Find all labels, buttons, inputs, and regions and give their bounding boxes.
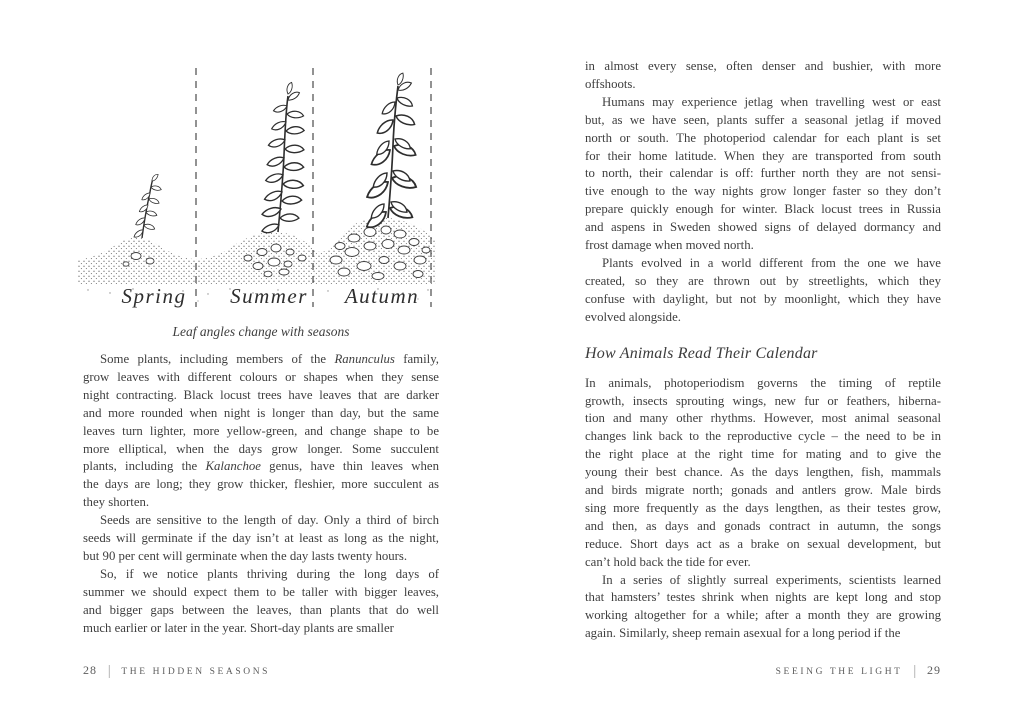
- text-line: north or south. The photoperiod calendar for each plant is set: [585, 130, 941, 145]
- right-text-after-heading: [585, 375, 941, 644]
- text-line: plants, including the Kalanchoe genus, have thin leaves when: [83, 459, 439, 474]
- text-line: frost damage when moved north.: [585, 238, 754, 253]
- text-line: and birds migrate north; gonads and antlers grow. Male birds: [585, 483, 941, 498]
- text-line: the days are long; they grow thicker, fleshier, more succulent as: [83, 477, 439, 492]
- paragraph: [585, 375, 941, 572]
- text-line: confuse with daylight, but not by moonlight, which they have: [585, 291, 941, 306]
- text-line: for their home latitude. When they are transported from south: [585, 148, 941, 163]
- text-line: again. Similarly, sheep remain asexual for a long period if the: [585, 626, 901, 641]
- paragraph: [585, 58, 941, 94]
- season-label-autumn: Autumn: [344, 284, 420, 308]
- text-line: can’t hold back the tide for ever.: [585, 554, 751, 569]
- text-line: seeds will germinate if the day isn’t at least as long as the night,: [83, 531, 439, 546]
- footer-separator: |: [913, 661, 916, 679]
- right-text-before-heading: [585, 58, 941, 327]
- text-line: tive enough to the way nights grow longer faster so they don’t: [585, 184, 941, 199]
- text-line: created, so they are thrown out by streetlights, which they: [585, 273, 941, 288]
- text-line: evolved alongside.: [585, 309, 681, 324]
- book-title: THE HIDDEN SEASONS: [121, 667, 271, 677]
- illustration-caption: Leaf angles change with seasons: [172, 324, 350, 339]
- text-line: young their best chance. As the days lengthen, fish, mammals: [585, 465, 941, 480]
- text-line: working altogether for a while; after a month they are growing: [585, 608, 941, 623]
- season-label-spring: Spring: [121, 284, 187, 308]
- section-heading: How Animals Read Their Calendar: [585, 344, 818, 362]
- spring-plant: [133, 173, 162, 238]
- text-line: summer we should expect them to be taller with bigger leaves,: [83, 584, 439, 599]
- page-number-right: 29: [927, 663, 941, 677]
- text-line: and bigger gaps between the leaves, than plants that do well: [83, 602, 439, 617]
- text-line: to north, their calendar is off: further north they are not sensi-: [585, 166, 941, 181]
- text-line: sing more frequently as the days lengthen, as their testes grow,: [585, 500, 941, 515]
- paragraph: [585, 255, 941, 327]
- text-line: night contracting. Black locust trees have leaves that are darker: [83, 387, 439, 402]
- paragraph: [585, 94, 941, 255]
- text-line: in almost every sense, often denser and bushier, with more: [585, 59, 941, 73]
- text-line: and more rounded when night is longer than day, but the same: [83, 405, 439, 420]
- text-line: prepare quickly enough for winter. Black locust trees in Russia: [585, 202, 941, 217]
- text-line: that hamsters’ testes shrink when nights are kept long and stop: [585, 590, 941, 605]
- text-line: Humans may experience jetlag when travelling west or east: [602, 94, 941, 109]
- text-line: offshoots.: [585, 76, 636, 91]
- text-line: grow leaves with different colours or shapes when they sense: [83, 369, 439, 384]
- summer-plant: [261, 82, 305, 234]
- paragraph: [83, 566, 439, 638]
- text-line: In animals, photoperiodism governs the timing of reptile: [585, 375, 941, 390]
- autumn-plant: [364, 72, 418, 230]
- paragraph: [585, 572, 941, 644]
- paragraph: [83, 351, 439, 512]
- text-line: changes link back to the reproductive cycle – the need to be in: [585, 429, 941, 444]
- paragraph: [83, 512, 439, 566]
- right-page-text: [585, 58, 941, 643]
- text-line: Seeds are sensitive to the length of day. Only a third of birch: [100, 513, 439, 528]
- left-page-text: [83, 351, 439, 638]
- page-number-left: 28: [83, 663, 97, 677]
- left-page-footer: [83, 663, 270, 678]
- text-line: So, if we notice plants thriving during the long days of: [100, 566, 439, 581]
- text-line: but, as we have seen, plants suffer a seasonal jetlag if moved: [585, 112, 941, 127]
- chapter-title: SEEING THE LIGHT: [775, 667, 903, 677]
- text-line: In a series of slightly surreal experiments, scientists learned: [602, 572, 941, 587]
- text-line: and aspens in Sweden showed signs of delayed dormancy and: [585, 220, 941, 235]
- text-line: growth, insects sprouting wings, new fur or feathers, hiberna-: [585, 393, 941, 408]
- season-label-summer: Summer: [230, 284, 308, 308]
- text-line: but 90 per cent will germinate when the day lasts twenty hours.: [83, 548, 408, 563]
- footer-separator: |: [108, 661, 111, 679]
- text-line: and then, as days and gonads contract in autumn, the songs: [585, 518, 941, 533]
- seasons-illustration: [78, 60, 436, 310]
- text-line: reduce. Short days act as a brake on sexual development, but: [585, 536, 941, 551]
- page-right: [512, 0, 1024, 716]
- text-line: more elliptical, when the days grow longer. Some succulent: [83, 441, 439, 456]
- text-line: Some plants, including members of the Ranunculus family,: [100, 352, 439, 366]
- right-page-footer: [776, 663, 941, 678]
- text-line: the right place at the right time for mating and to give the: [585, 447, 941, 462]
- text-line: tion and many other rhythms. However, most animal seasonal: [585, 411, 941, 426]
- text-line: leaves turn lighter, more yellow-green, and change shape to be: [83, 423, 439, 438]
- text-line: they shorten.: [83, 495, 150, 510]
- text-line: much earlier or later in the year. Short-day plants are smaller: [83, 620, 394, 635]
- text-line: Plants evolved in a world different from the one we have: [602, 255, 941, 270]
